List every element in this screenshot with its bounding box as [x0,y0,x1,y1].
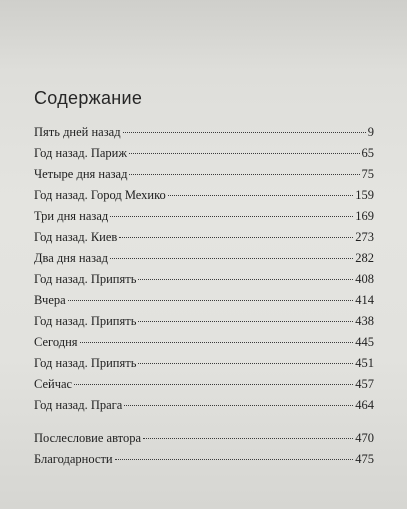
dot-leader [110,257,353,259]
toc-entry-page: 414 [355,293,374,307]
toc-entry [34,332,374,353]
toc-entry [34,143,374,164]
toc-entry [34,428,374,449]
toc-entry [34,248,374,269]
toc-entry-label: Вчера [34,293,66,307]
dot-leader [143,437,353,439]
toc-entry-page: 159 [355,188,374,202]
toc-entry-label: Год назад. Прага [34,398,123,412]
section-gap [34,416,374,428]
toc-entry [34,290,374,311]
toc-entry-page: 273 [355,230,374,244]
dot-leader [138,362,353,364]
toc-entry-label: Благодарности [34,452,113,466]
toc-entry-page: 475 [355,452,374,466]
bleed-through-text [172,0,407,72]
toc-entry [34,374,374,395]
toc-entry-page: 445 [355,335,374,349]
toc-entry-label: Год назад. Припять [34,356,137,370]
table-of-contents [34,122,374,470]
toc-entry-label: Год назад. Париж [34,146,127,160]
toc-entry [34,122,374,143]
toc-entry-label: Пять дней назад [34,125,121,139]
dot-leader [110,215,353,217]
toc-entry [34,449,374,470]
dot-leader [74,383,353,385]
toc-entry [34,269,374,290]
toc-entry [34,206,374,227]
toc-entry-page: 65 [361,146,374,160]
toc-entry-label: Послесловие автора [34,431,142,445]
dot-leader [80,341,354,343]
dot-leader [123,131,366,133]
toc-entry [34,185,374,206]
toc-entry-label: Четыре дня назад [34,167,128,181]
toc-entry-label: Сейчас [34,377,73,391]
toc-entry-label: Год назад. Киев [34,230,118,244]
toc-entry-page: 9 [367,125,374,139]
toc-entry-label: Год назад. Город Мехико [34,188,166,202]
toc-entry-label: Два дня назад [34,251,108,265]
toc-entry-page: 451 [355,356,374,370]
dot-leader [168,194,353,196]
dot-leader [138,278,353,280]
toc-entry [34,353,374,374]
toc-entry-page: 464 [355,398,374,412]
toc-entry-label: Год назад. Припять [34,314,137,328]
toc-entry [34,227,374,248]
toc-entry [34,395,374,416]
toc-entry [34,311,374,332]
toc-entry-page: 457 [355,377,374,391]
dot-leader [138,320,353,322]
toc-entry-page: 282 [355,251,374,265]
dot-leader [129,152,360,154]
dot-leader [119,236,353,238]
toc-entry-page: 75 [361,167,374,181]
toc-entry-page: 470 [355,431,374,445]
toc-entry-label: Год назад. Припять [34,272,137,286]
toc-entry [34,164,374,185]
toc-entry-page: 169 [355,209,374,223]
dot-leader [124,404,353,406]
dot-leader [68,299,354,301]
dot-leader [115,458,354,460]
toc-entry-page: 438 [355,314,374,328]
page-title: Содержание [34,88,143,108]
toc-entry-label: Три дня назад [34,209,109,223]
dot-leader [129,173,359,175]
toc-entry-label: Сегодня [34,335,78,349]
toc-entry-page: 408 [355,272,374,286]
